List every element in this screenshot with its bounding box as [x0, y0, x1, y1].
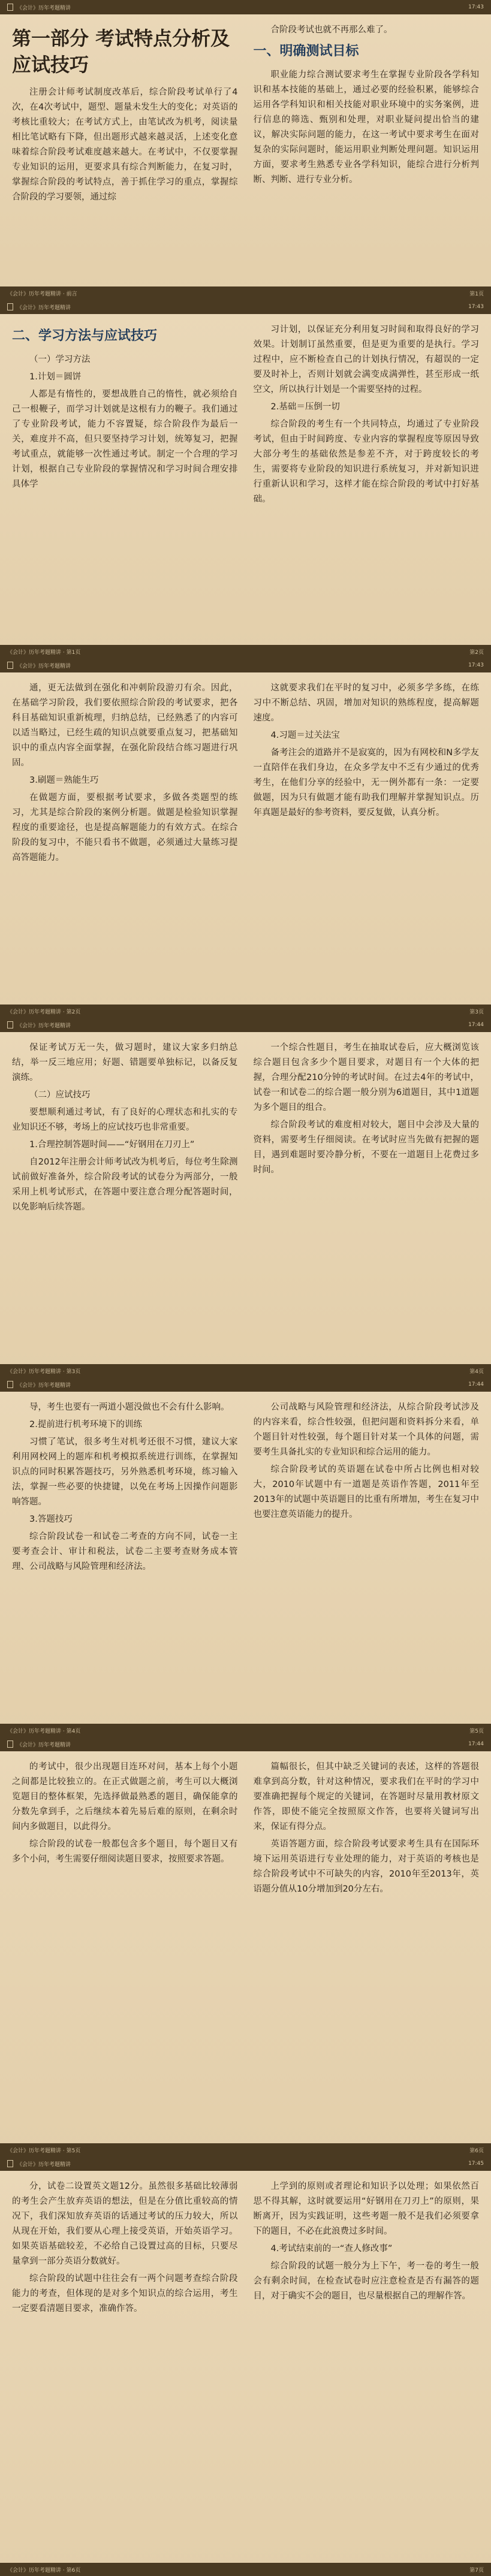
page-status-bar [0, 2156, 491, 2171]
left-column [12, 2179, 238, 2563]
right-column [254, 2179, 480, 2563]
status-time: 17:43 [468, 662, 484, 668]
subheading: 2.基础＝压倒一切 [270, 402, 340, 412]
status-time: 17:44 [468, 1022, 484, 1028]
section-heading: 二、学习方法与应试技巧 [12, 328, 158, 343]
paragraph: 上学到的原则或者理论和知识予以处理；如果依然百思不得其解，这时就要运用“好钢用在刀刃上”的原则，果断离开，因为实践证明，这些考题一般不是我们必须要拿下的题目，不必在此浪费过多时间。 [253, 2182, 479, 2236]
paragraph: 综合阶段的考生有一个共同特点，均通过了专业阶段考试，但由于时间跨度、专业内容的掌握程度等原因导致大部分考生的基础依然是参差不齐，对于跨度较长的考生，需要将专业阶段的知识进行系统复习，并对新知识进行重新认识和学习，这样才能在综合阶段的考试中打好基础。 [253, 420, 479, 504]
paragraph: 这就要求我们在平时的复习中，必须多学多练，在练习中不断总结、巩固，增加对知识的熟练程度，提高解题速度。 [253, 683, 479, 723]
subheading: （二）应试技巧 [29, 1090, 91, 1100]
document-icon [7, 303, 13, 310]
right-column [254, 1760, 480, 2143]
page-footer [0, 2563, 491, 2576]
subheading: 3.刷题＝熟能生巧 [29, 776, 99, 785]
left-column [12, 322, 238, 645]
paragraph: 综合阶段考试的英语题在试卷中所占比例也相对较大，2010年试题中有一道题是英语作答题，2011年至2013年的试题中英语题目的比重有所增加，考生在复习中也要注意英语能力的提升。 [253, 1465, 479, 1519]
paragraph: 一个综合性题目，考生在抽取试卷后，应大概浏览该综合题目包含多少个题目要求，对题目有一个大体的把握，合理分配210分钟的考试时间。在过去4年的考试中，试卷一和试卷二的综合题一般分别为6道题目，其中1道题为多个题目的组合。 [253, 1043, 479, 1112]
page-number: 第7页 [469, 2567, 484, 2574]
document-page [0, 0, 491, 300]
paragraph: 综合阶段的试卷一般都包含多个题目，每个题目又有多个小问，考生需要仔细阅读题目要求，按照要求答题。 [12, 1839, 238, 1864]
paragraph: 合阶段考试也就不再那么难了。 [270, 25, 393, 35]
footer-title: 《会计》历年考题精讲 · 第2页 [7, 1009, 81, 1015]
page-columns [0, 672, 491, 1005]
document-icon [7, 1381, 13, 1388]
document-page [0, 658, 491, 1018]
left-column [12, 1040, 238, 1364]
subheading: 1.计划＝圆饼 [29, 372, 82, 382]
subheading: 4.考试结束前的一“查人修改事” [270, 2244, 393, 2254]
paragraph: 习惯了笔试，很多考生对机考还很不习惯，建议大家利用网校网上的题库和机考模拟系统进行训练，在掌握知识点的同时积累答题技巧，另外熟悉机考环境，练习输入法，掌握一些必要的快捷键，以免在考场上因操作问题影响答题。 [12, 1437, 238, 1507]
document-icon [7, 1741, 13, 1748]
page-columns [0, 1392, 491, 1724]
subheading: 1.合理控制答题时间——“好钢用在刀刃上” [29, 1140, 195, 1150]
paragraph: 综合阶段试卷一和试卷二考查的方向不同，试卷一主要考查会计、审计和税法，试卷二主要考查财务成本管理、公司战略与风险管理和经济法。 [12, 1532, 238, 1571]
status-time: 17:43 [468, 4, 484, 10]
page-footer [0, 286, 491, 300]
right-column [254, 1040, 480, 1364]
paragraph: 在做题方面，要根据考试要求，多做各类题型的练习，尤其是综合阶段的案例分析题。做题是检验知识掌握程度的重要途径，也是提高解题能力的有效方式。在综合阶段的复习中，不能只看书不做题，必须通过大量练习提高答题能力。 [12, 793, 238, 862]
page-status-bar [0, 300, 491, 314]
status-time: 17:44 [468, 1741, 484, 1747]
paragraph: 保证考试万无一失，做习题时，建议大家多归纳总结，举一反三地应用；好题、错题要单独标记，以备反复演练。 [12, 1043, 238, 1082]
page-status-bar [0, 658, 491, 672]
status-title: 《会计》历年考题精讲 [17, 1382, 71, 1389]
left-column [12, 23, 238, 286]
paragraph: 分，试卷二设置英文题12分。虽然很多基础比较薄弱的考生会产生放弃英语的想法，但是在分值比重较高的情况下，我们深知放弃英语的话通过考试的压力较大，所以从现在开始，我们要从心理上接受英语，开始英语学习。如果英语基础较差，不必给自己设置过高的目标，只要尽量拿到一部分英语分数就好。 [12, 2182, 238, 2266]
paragraph: 备考注会的道路并不是寂寞的，因为有网校和N多学友一直陪伴在我们身边，在众多学友中不乏有少通过的优秀考生，在他们分享的经验中，无一例外都有一条：一定要做题，因为只有做题才能有助我们理解并掌握知识点。历年真题是最好的参考资料，要反复做，认真分析。 [253, 748, 479, 818]
paragraph: 导，考生也要有一两道小题没做也不会有什么影响。 [29, 1402, 230, 1412]
subheading: 2.提前进行机考环境下的训练 [29, 1420, 142, 1429]
page-status-bar [0, 0, 491, 14]
paragraph: 人都是有惰性的，要想战胜自己的惰性，就必须给自己一根鞭子，而学习计划就是这根有力的鞭子。我们通过了专业阶段考试，能力不容置疑，综合阶段作为最后一关，难度并不高，但只要坚持学习计划，统筹复习，把握考试重点，就能够一次性通过考试。制定一个合理的学习计划，根据自己专业阶段的掌握情况和学习时间合理安排具体学 [12, 390, 238, 489]
paragraph: 综合阶段的试题一般分为上下午，考一卷的考生一般会有剩余时间，在检查试卷时应注意检查是否有漏答的题目，对于确实不会的题目，也尽量根据自己的理解作答。 [253, 2261, 479, 2301]
page-columns [0, 1032, 491, 1364]
paragraph: 综合阶段的试题中往往会有一两个问题考查综合阶段能力的考查，但体现的是对多个知识点的综合运用，考生一定要看清题目要求，准确作答。 [12, 2274, 238, 2313]
page-columns [0, 1751, 491, 2143]
paragraph: 自2012年注册会计师考试改为机考后，每位考生除测试前做好准备外，综合阶段考试的试卷分为两部分，一般采用上机考试形式，在答题中要注意合理分配答题时间，以免影响后续答题。 [12, 1157, 238, 1212]
page-status-bar [0, 1377, 491, 1392]
document-page [0, 1377, 491, 1737]
section-title: 第一部分 考试特点分析及应试技巧 [12, 27, 230, 76]
page-footer [0, 2143, 491, 2156]
paragraph: 要想顺利通过考试，有了良好的心理状态和扎实的专业知识还不够，考场上的应试技巧也非常重要。 [12, 1108, 238, 1132]
page-status-bar [0, 1737, 491, 1751]
page-footer [0, 645, 491, 658]
status-title: 《会计》历年考题精讲 [17, 1022, 71, 1029]
document-icon [7, 2160, 13, 2167]
paragraph: 公司战略与风险管理和经济法，从综合阶段考试涉及的内容来看，综合性较强，但把问题和资料拆分来看，单个题目针对性较强，每个题目针对某一个具体的问题，需要考生具备扎实的专业知识和综合运用的能力。 [253, 1402, 479, 1457]
left-column [12, 1760, 238, 2143]
page-number: 第6页 [469, 2147, 484, 2154]
page-columns [0, 14, 491, 286]
paragraph: 篇幅很长，但其中缺乏关键词的表述，这样的答题很难拿到高分数，针对这种情况，要求我们在平时的学习中要准确把握每个规定的关键词，在答题时尽量用教材原文作答，即使不能完全按照原文作答，也要将关键词写出来，保证有得分点。 [253, 1762, 479, 1832]
page-footer [0, 1005, 491, 1018]
status-title: 《会计》历年考题精讲 [17, 304, 71, 311]
page-number: 第3页 [469, 1009, 484, 1015]
right-column [254, 1400, 480, 1724]
subheading: 3.答题技巧 [29, 1515, 73, 1524]
status-time: 17:43 [468, 304, 484, 310]
document-page [0, 1737, 491, 2156]
paragraph: 英语答题方面，综合阶段考试要求考生具有在国际环境下运用英语进行专业处理的能力，对于英语的考核也是综合阶段考试中不可缺失的内容，2010年至2013年，英语题分值从10分增加到20分左右。 [253, 1839, 479, 1894]
status-title: 《会计》历年考题精讲 [17, 1742, 71, 1748]
status-title: 《会计》历年考题精讲 [17, 2161, 71, 2168]
status-time: 17:44 [468, 1381, 484, 1387]
page-footer [0, 1364, 491, 1377]
page-number: 第5页 [469, 1728, 484, 1735]
status-time: 17:45 [468, 2161, 484, 2167]
document-icon [7, 1021, 13, 1028]
document-icon [7, 662, 13, 669]
status-title: 《会计》历年考题精讲 [17, 5, 71, 11]
paragraph: 注册会计师考试制度改革后，综合阶段考试单行了4次，在4次考试中，题型、题量未发生大的变化；对英语的考核比重较大；在考试方式上，由笔试改为机考，阅读量相比笔试略有下降，但出题形式越来越灵活，上述变化意味着综合阶段考试难度越来越大。在考试中，不仅要掌握专业知识的运用，更要求具有综合判断能力，在复习时，掌握综合阶段的考试特点，善于抓住学习的重点，掌握综合阶段的学习要领，通过综 [12, 88, 238, 202]
left-column [12, 1400, 238, 1724]
paragraph: 通，更无法做到在强化和冲刺阶段游刃有余。因此，在基础学习阶段，我们要依照综合阶段的考试要求，把各科目基础知识重新梳理，归纳总结，已经熟悉了的内容可以适当略过，已经生疏的知识点就要重点复习，把基础知识中的重点内容全面掌握，在强化阶段结合练习题进行巩固。 [12, 683, 238, 768]
document-page [0, 2156, 491, 2576]
status-title: 《会计》历年考题精讲 [17, 663, 71, 669]
paragraph: 职业能力综合测试要求考生在掌握专业阶段各学科知识和基本技能的基础上，通过必要的经验积累，能够综合运用各学科知识和相关技能对职业环境中的实务案例，进行信息的筛选、甄别和处理，对职业疑问提出恰当的建议，解决实际问题的能力，在这一考试中要求考生在面对复杂的实际问题时，能运用职业判断处理问题。知识运用方面，要求考生熟悉专业各学科知识，能综合进行分析判断、判断、进行专业分析。 [253, 70, 479, 185]
subheading: 4.习题＝过关法宝 [270, 731, 340, 740]
section-heading: 一、明确测试目标 [253, 44, 359, 59]
page-number: 第4页 [469, 1368, 484, 1375]
footer-title: 《会计》历年考题精讲 · 前言 [7, 291, 77, 297]
footer-title: 《会计》历年考题精讲 · 第6页 [7, 2567, 81, 2574]
document-icon [7, 4, 13, 11]
footer-title: 《会计》历年考题精讲 · 第5页 [7, 2147, 81, 2154]
footer-title: 《会计》历年考题精讲 · 第1页 [7, 649, 81, 656]
footer-title: 《会计》历年考题精讲 · 第4页 [7, 1728, 81, 1735]
right-column [254, 322, 480, 645]
right-column [254, 23, 480, 286]
page-columns [0, 314, 491, 645]
footer-title: 《会计》历年考题精讲 · 第3页 [7, 1368, 81, 1375]
document-page [0, 300, 491, 658]
page-number: 第2页 [469, 649, 484, 656]
paragraph: 习计划，以保证充分利用复习时间和取得良好的学习效果。计划制订虽然重要，但是更为重要的是执行。学习过程中，应不断检查自己的计划执行情况，有超误的一定要及时补上，否则计划就会满变成满弹性，甚至形成一纸空文，所以执行计划是一个需要坚持的过程。 [253, 325, 479, 394]
page-columns [0, 2171, 491, 2563]
page-number: 第1页 [469, 291, 484, 297]
page-status-bar [0, 1018, 491, 1032]
paragraph: 综合阶段考试的难度相对较大，题目中会涉及大量的资料，需要考生仔细阅读。在考试时应当先做有把握的题目，遇到难题时要冷静分析，不要在一道题目上花费过多时间。 [253, 1120, 479, 1175]
paragraph: 的考试中，很少出现题目连环对问，基本上每个小题之间都是比较独立的。在正式做题之前，考生可以大概浏览题目的整体框架，先选择做最熟悉的题目，确保能拿的分数先拿到手，之后继续本着先易后难的原则，在剩余时间内多做题目，以此得分。 [12, 1762, 238, 1832]
right-column [254, 681, 480, 1005]
page-footer [0, 1724, 491, 1737]
subheading: （一）学习方法 [29, 355, 91, 364]
document-page [0, 1018, 491, 1377]
left-column [12, 681, 238, 1005]
